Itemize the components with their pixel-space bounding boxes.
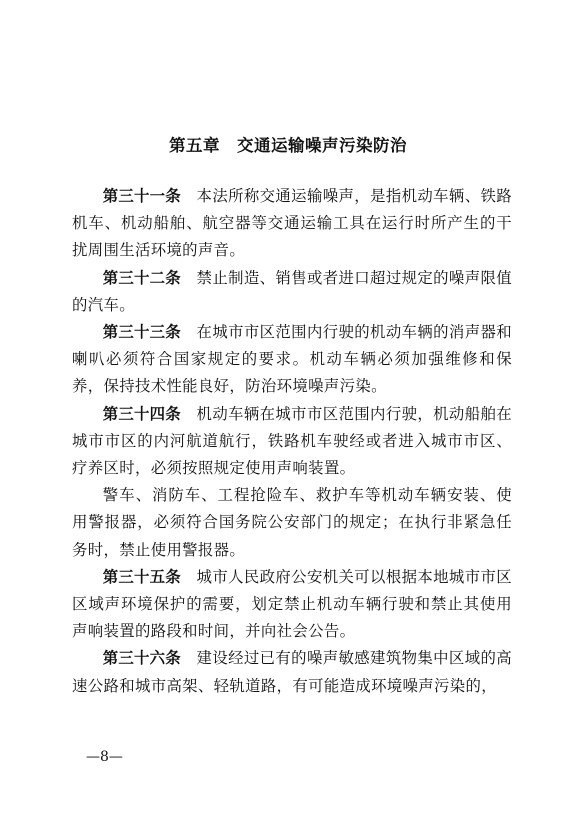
chapter-title: 第五章 交通运输噪声污染防治 [169, 136, 407, 155]
article-number: 第三十六条 [102, 649, 181, 668]
article-text: 建设经过已有的噪声敏感建筑物集中区域的高速公路和城市高架、轻轨道路，有可能造成环境噪声污染的， [72, 649, 512, 695]
page-number: —8— [86, 749, 123, 765]
article-number: 第三十二条 [102, 268, 181, 287]
document-body [72, 183, 512, 700]
article-paragraph [72, 401, 512, 483]
article-continuation-paragraph [72, 482, 512, 564]
article-paragraph [72, 265, 512, 319]
article-number: 第三十四条 [102, 404, 181, 423]
article-text: 禁止制造、销售或者进口超过规定的噪声限值的汽车。 [72, 268, 512, 314]
article-text: 在城市市区范围内行驶的机动车辆的消声器和喇叭必须符合国家规定的要求。机动车辆必须加强维修和保养，保持技术性能良好，防治环境噪声污染。 [72, 323, 512, 396]
article-text: 机动车辆在城市市区范围内行驶，机动船舶在城市市区的内河航道航行，铁路机车驶经或者进入城市市区、疗养区时，必须按照规定使用声响装置。 [72, 404, 512, 478]
article-paragraph [72, 319, 512, 401]
article-number: 第三十三条 [102, 323, 181, 342]
article-number: 第三十五条 [102, 567, 181, 586]
article-text: 城市人民政府公安机关可以根据本地城市市区区域声环境保护的需要，划定禁止机动车辆行驶和禁止其使用声响装置的路段和时间，并向社会公告。 [72, 567, 512, 641]
article-paragraph [72, 645, 512, 699]
article-number: 第三十一条 [102, 187, 181, 205]
article-paragraph [72, 564, 512, 646]
article-text: 本法所称交通运输噪声，是指机动车辆、铁路机车、机动船舶、航空器等交通运输工具在运行时所产生的干扰周围生活环境的声音。 [72, 187, 512, 260]
article-paragraph [72, 183, 512, 265]
article-text: 警车、消防车、工程抢险车、救护车等机动车辆安装、使用警报器，必须符合国务院公安部门的规定；在执行非紧急任务时，禁止使用警报器。 [72, 486, 512, 559]
